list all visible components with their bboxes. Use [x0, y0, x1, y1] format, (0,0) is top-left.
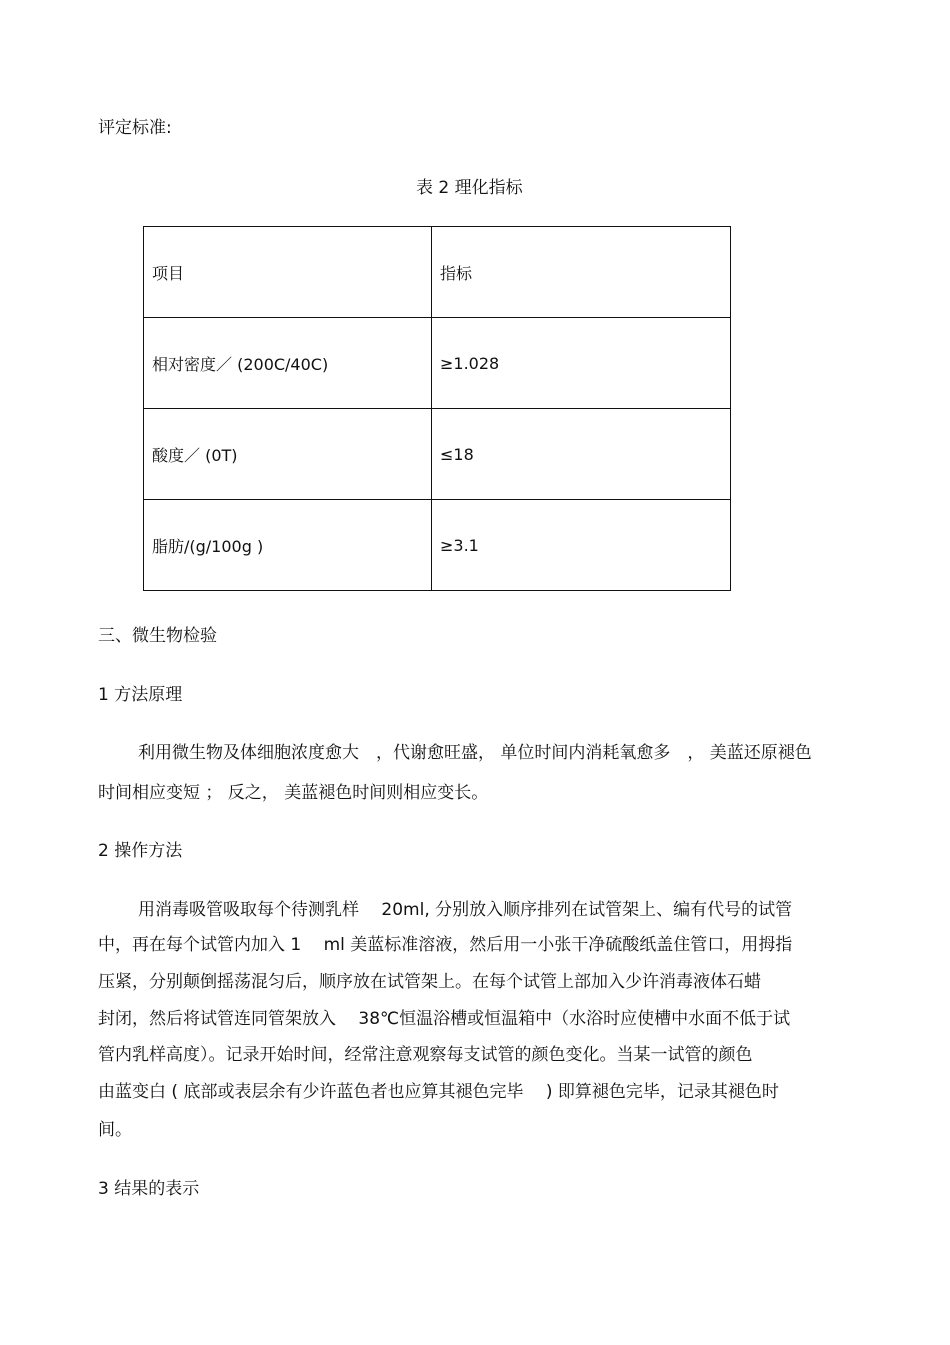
subsection-title: 1 方法原理 [98, 685, 183, 705]
paragraph-line: 封闭，然后将试管连同管架放入 38℃恒温浴槽或恒温箱中（水浴时应使槽中水面不低于试 [98, 1009, 791, 1029]
paragraph-line: 用消毒吸管吸取每个待测乳样 20ml, 分别放入顺序排列在试管架上、编有代号的试管 [138, 900, 793, 920]
table-row [144, 500, 731, 591]
table-caption: 表 2 理化指标 [416, 178, 523, 198]
paragraph-line: 管内乳样高度）。记录开始时间，经常注意观察每支试管的颜色变化。当某一试管的颜色 [98, 1045, 753, 1065]
paragraph-line: 由蓝变白 ( 底部或表层余有少许蓝色者也应算其褪色完毕 ) 即算褪色完毕，记录其褪色时 [98, 1082, 779, 1102]
paragraph-line: 利用微生物及体细胞浓度愈大 ，代谢愈旺盛， 单位时间内消耗氧愈多 ， 美蓝还原褪色 [138, 743, 812, 763]
table-header-cell: 项目 [144, 227, 432, 318]
section-title: 三、微生物检验 [98, 626, 217, 646]
subsection-title: 3 结果的表示 [98, 1179, 200, 1199]
physicochemical-table [143, 226, 731, 591]
paragraph-line: 压紧，分别颠倒摇荡混匀后，顺序放在试管架上。在每个试管上部加入少许消毒液体石蜡 [98, 972, 761, 992]
subsection-title: 2 操作方法 [98, 841, 183, 861]
paragraph-line: 中，再在每个试管内加入 1 ml 美蓝标准溶液，然后用一小张干净硫酸纸盖住管口，用拇指 [98, 935, 793, 955]
paragraph-line: 时间相应变短 ； 反之， 美蓝褪色时间则相应变长。 [98, 783, 489, 803]
table-row [144, 318, 731, 409]
table-row [144, 409, 731, 500]
table-cell: ≥1.028 [432, 318, 731, 409]
table-header-cell: 指标 [432, 227, 731, 318]
table-header-row [144, 227, 731, 318]
table-cell: ≥3.1 [432, 500, 731, 591]
table-cell: 脂肪/(g/100g ) [144, 500, 432, 591]
criteria-heading: 评定标准: [98, 118, 172, 138]
table-cell: 酸度／ (0T) [144, 409, 432, 500]
paragraph-line: 间。 [98, 1120, 132, 1140]
table-cell: ≤18 [432, 409, 731, 500]
table-cell: 相对密度／ (200C/40C) [144, 318, 432, 409]
